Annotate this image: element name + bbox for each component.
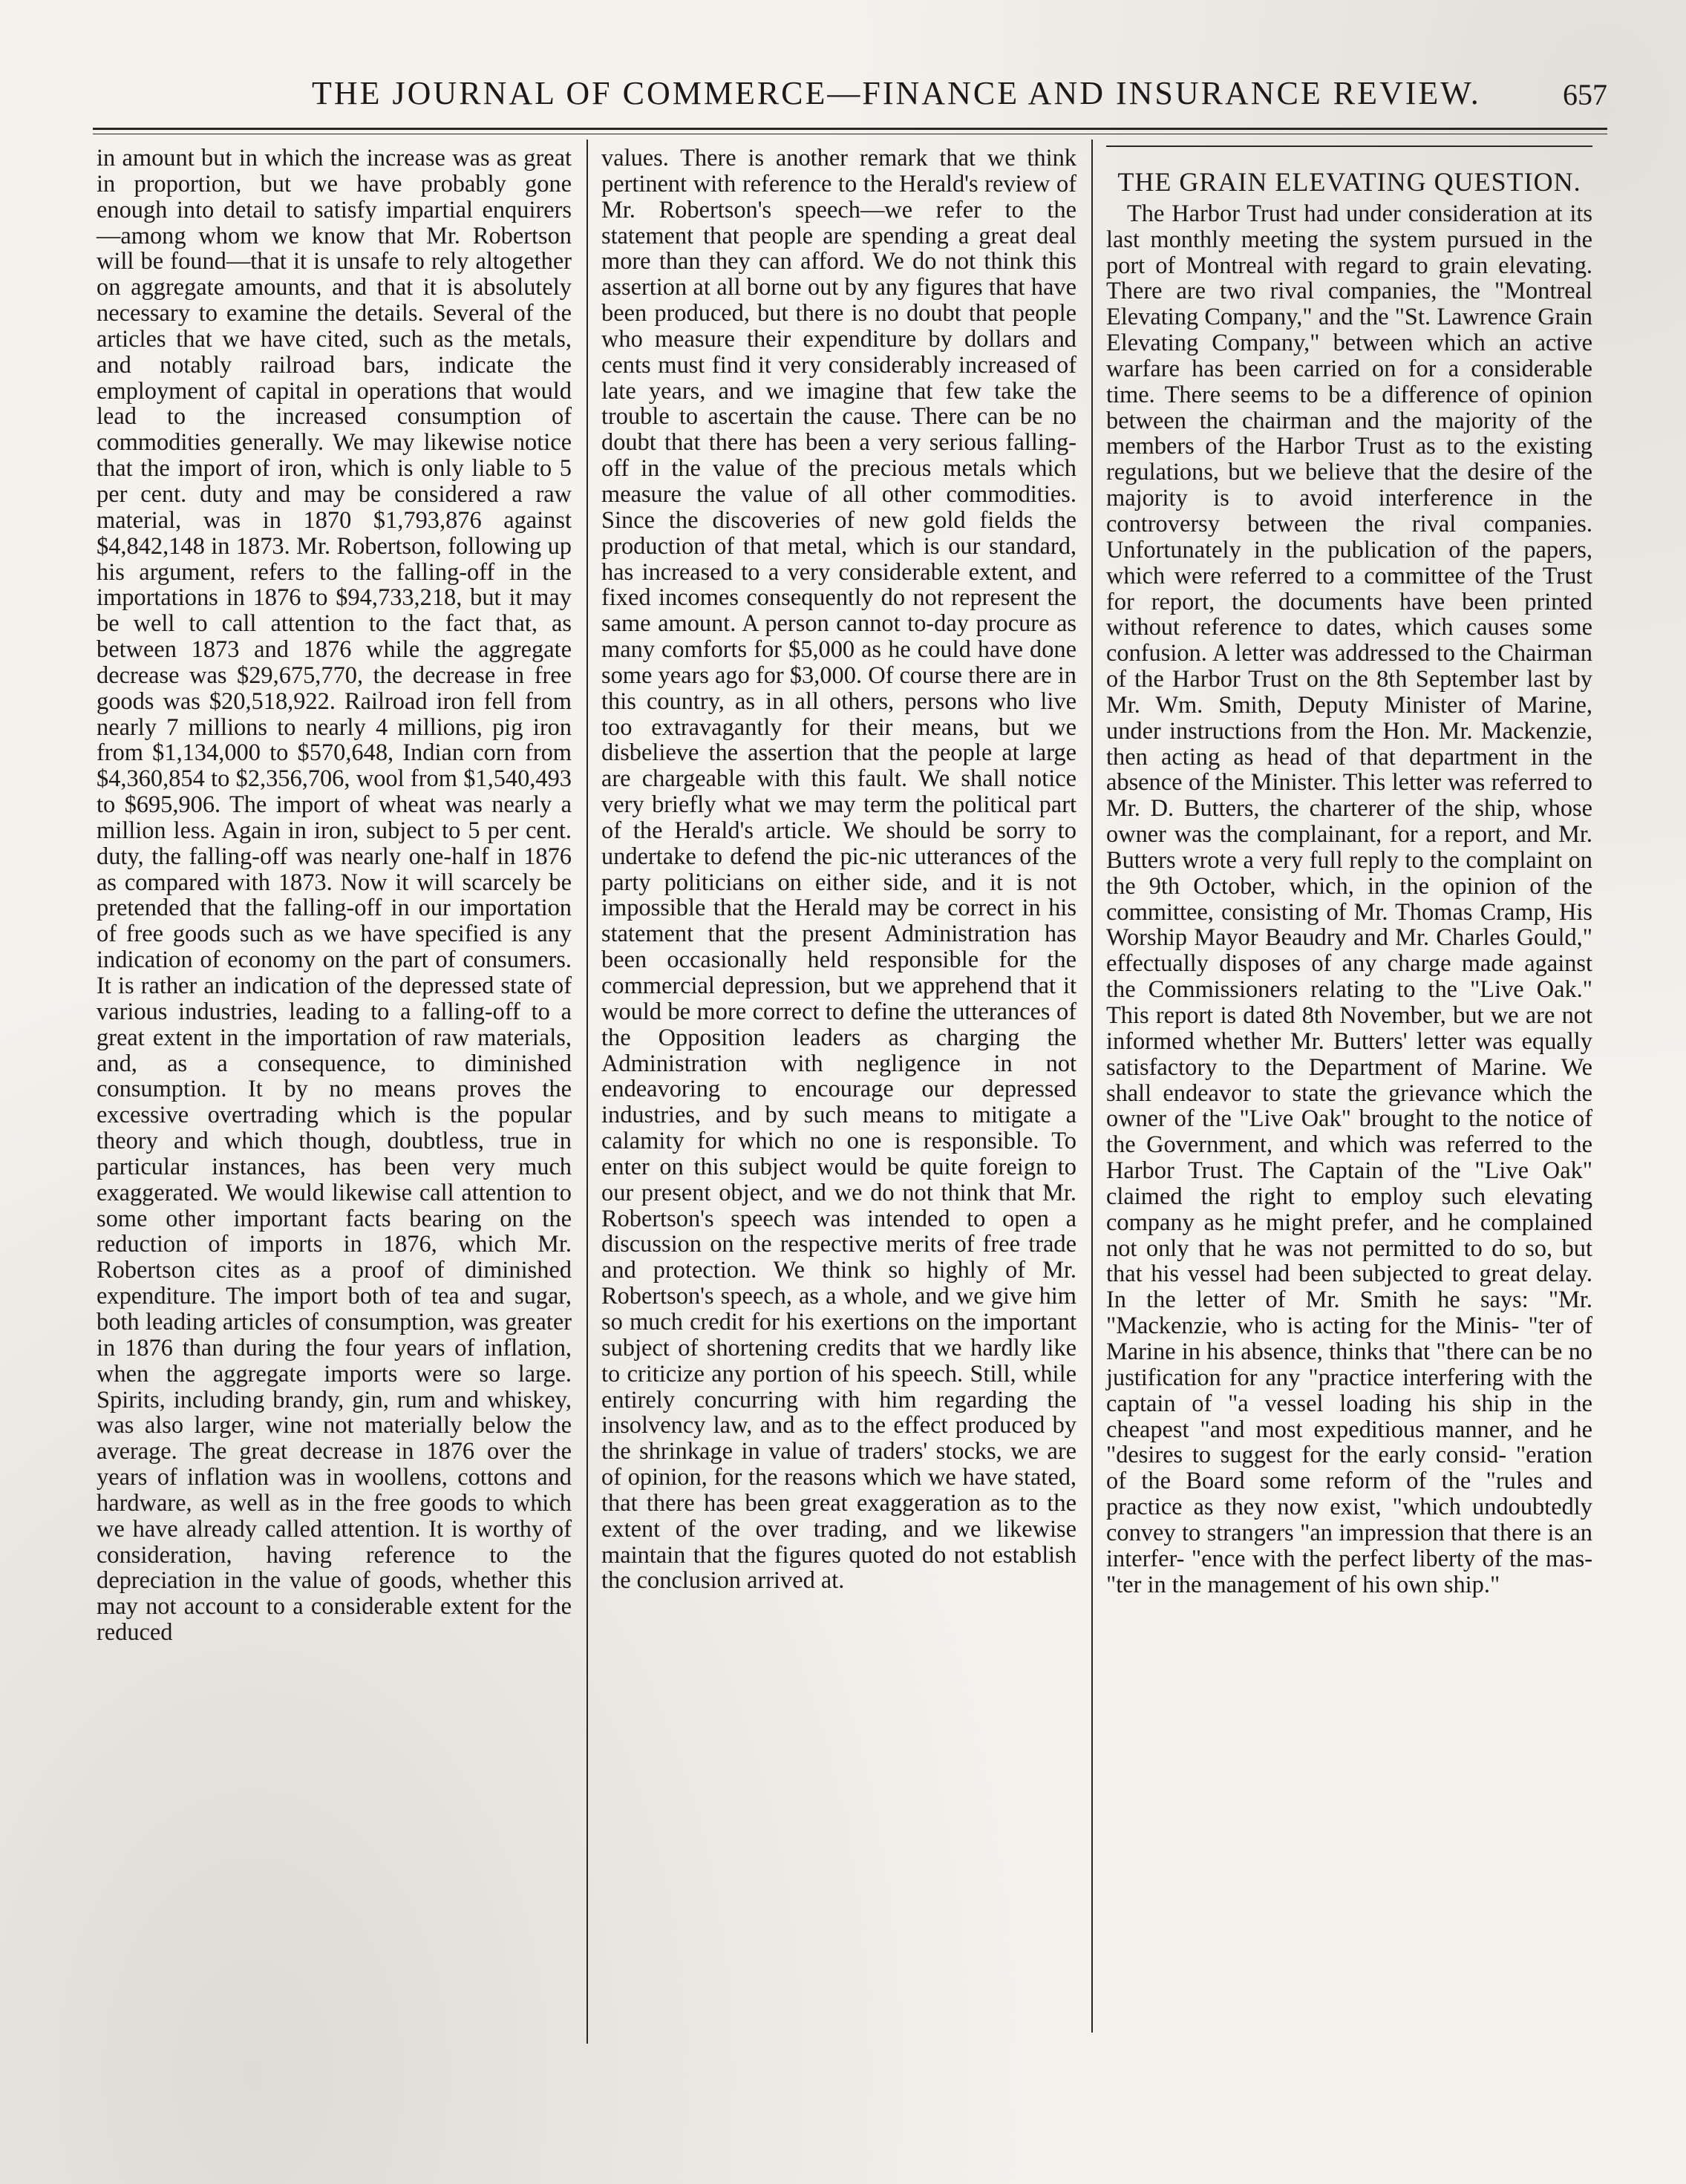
section-rule — [1106, 146, 1592, 147]
page-header — [93, 74, 1607, 126]
column-2-text: values. There is another remark that we think pertinent with reference to the Herald's review of Mr. Robertson's speech—we refer to the statement that people are spending a great deal more than they can afford. We do not think this assertion at all borne out by any figures that have been produced, but there is no doubt that people who measure their expenditure by dollars and cents must find it very considerably increased of late years, and we imagine that few take the trouble to ascertain the cause. There can be no doubt that there has been a very serious falling-off in the value of the precious metals which measure the value of all other commodities. Since the discoveries of new gold fields the production of that metal, which is our standard, has increased to a very considerable extent, and fixed incomes consequently do not represent the same amount. A person cannot to-day procure as many comforts for $5,000 as he could have done some years ago for $3,000. Of course there are in this country, as in all others, persons who live too extravagantly for their means, but we disbelieve the assertion that the people at large are chargeable with this fault. We shall notice very briefly what we may term the political part of the Herald's article. We should be sorry to undertake to defend the pic-nic utterances of the party politicians on either side, and it is not impossible that the Herald may be correct in his statement that the present Administration has been occasionally held responsible for the commercial depression, but we apprehend that it would be more correct to define the utterances of the Opposition leaders as charging the Administration with negligence in not endeavoring to encourage our depressed industries, and by such means to mitigate a calamity for which no one is responsible. To enter on this subject would be quite foreign to our present object, and we do not think that Mr. Robertson's speech was intended to open a discussion on the respective merits of free trade and protection. We think so highly of Mr. Robertson's speech, as a whole, and we give him so much credit for his exertions on the important subject of shortening credits that we hardly like to criticize any portion of his speech. Still, while entirely concurring with him regarding the insolvency law, and as to the effect produced by the shrinkage in value of traders' stocks, we are of opinion, for the reasons which we have stated, that there has been great exaggeration as to the extent of the over trading, and we likewise maintain that the figures quoted do not establish the conclusion arrived at. — [601, 145, 1076, 1595]
column-3-text: The Harbor Trust had under consideration at its last monthly meeting the system pursued in the port of Montreal with regard to grain elevating. There are two rival companies, the "Montreal Elevating Company," and the "St. Lawrence Grain Elevating Company," between which an active warfare has been carried on for a considerable time. There seems to be a difference of opinion between the chairman and the majority of the members of the Harbor Trust as to the existing regulations, but we believe that the desire of the majority is to avoid interference in the controversy between the rival companies. Unfortunately in the publication of the papers, which were referred to a committee of the Trust for report, the documents have been printed without reference to dates, which causes some confusion. A letter was addressed to the Chairman of the Harbor Trust on the 8th September last by Mr. Wm. Smith, Deputy Minister of Marine, under instructions from the Hon. Mr. Mackenzie, then acting as head of that department in the absence of the Minister. This letter was referred to Mr. D. Butters, the charterer of the ship, whose owner was the complainant, for a report, and Mr. Butters wrote a very full reply to the complaint on the 9th October, which, in the opinion of the committee, consisting of Mr. Thomas Cramp, His Worship Mayor Beaudry and Mr. Charles Gould," effectually disposes of any charge made against the Commissioners relating to the "Live Oak." This report is dated 8th November, but we are not informed whether Mr. Butters' letter was equally satisfactory to the Department of Marine. We shall endeavor to state the grievance which the owner of the "Live Oak" brought to the notice of the Government, and which was referred to the Harbor Trust. The Captain of the "Live Oak" claimed the right to employ such elevating company as he might prefer, and he complained not only that he was not permitted to do so, but that his vessel had been subjected to great delay. In the letter of Mr. Smith he says: "Mr. "Mackenzie, who is acting for the Minis- "ter of Marine in his absence, thinks that "there can be no justification for any "practice interfering with the captain of "a vessel loading his ship in the cheapest "and most expeditious manner, and he "desires to suggest for the early consid- "eration of the Board some reform of the "rules and practice as they now exist, "which undoubtedly convey to strangers "an impression that there is an interfer- "ence with the perfect liberty of the mas- "ter in the management of his own ship." — [1106, 200, 1592, 1598]
header-rule — [93, 128, 1607, 130]
article-column-3 — [1106, 146, 1592, 1598]
journal-title: THE JOURNAL OF COMMERCE—FINANCE AND INSURANCE REVIEW. — [312, 75, 1481, 111]
column-divider — [1091, 140, 1093, 2033]
section-title: THE GRAIN ELEVATING QUESTION. — [1117, 167, 1581, 197]
column-1-text: in amount but in which the increase was as great in proportion, but we have probably gone enough into detail to satisfy impartial enquirers—among whom we know that Mr. Robertson will be found—that it is unsafe to rely altogether on aggregate amounts, and that it is absolutely necessary to examine the details. Several of the articles that we have cited, such as the metals, and notably railroad bars, indicate the employment of capital in operations that would lead to the increased consumption of commodities generally. We may likewise notice that the import of iron, which is only liable to 5 per cent. duty and may be considered a raw material, was in 1870 $1,793,876 against $4,842,148 in 1873. Mr. Robertson, following up his argument, refers to the falling-off in the importations in 1876 to $94,733,218, but it may be well to call attention to the fact that, as between 1873 and 1876 while the aggregate decrease was $29,675,770, the decrease in free goods was $20,518,922. Railroad iron fell from nearly 7 millions to nearly 4 millions, pig iron from $1,134,000 to $570,648, Indian corn from $4,360,854 to $2,356,706, wool from $1,540,493 to $695,906. The import of wheat was nearly a million less. Again in iron, subject to 5 per cent. duty, the falling-off was nearly one-half in 1876 as compared with 1873. Now it will scarcely be pretended that the falling-off in our importation of free goods such as we have specified is any indication of economy on the part of consumers. It is rather an indication of the depressed state of various industries, leading to a falling-off to a great extent in the importation of raw materials, and, as a consequence, to diminished consumption. It by no means proves the excessive overtrading which is the popular theory and which though, doubtless, true in particular instances, has been very much exaggerated. We would likewise call attention to some other important facts bearing on the reduction of imports in 1876, which Mr. Robertson cites as a proof of diminished expenditure. The import both of tea and sugar, both leading articles of consumption, was greater in 1876 than during the four years of inflation, when the aggregate imports were so large. Spirits, including brandy, gin, rum and whiskey, was also larger, wine not materially below the average. The great decrease in 1876 over the years of inflation was in woollens, cottons and hardware, as well as in the free goods to which we have already called attention. It is worthy of consideration, having reference to the depreciation in the value of goods, whether this may not account to a considerable extent for the reduced — [97, 145, 572, 1647]
column-divider — [586, 140, 588, 2044]
article-column-1 — [97, 146, 572, 1646]
article-column-2 — [601, 146, 1076, 1594]
page-number: 657 — [1563, 78, 1607, 111]
